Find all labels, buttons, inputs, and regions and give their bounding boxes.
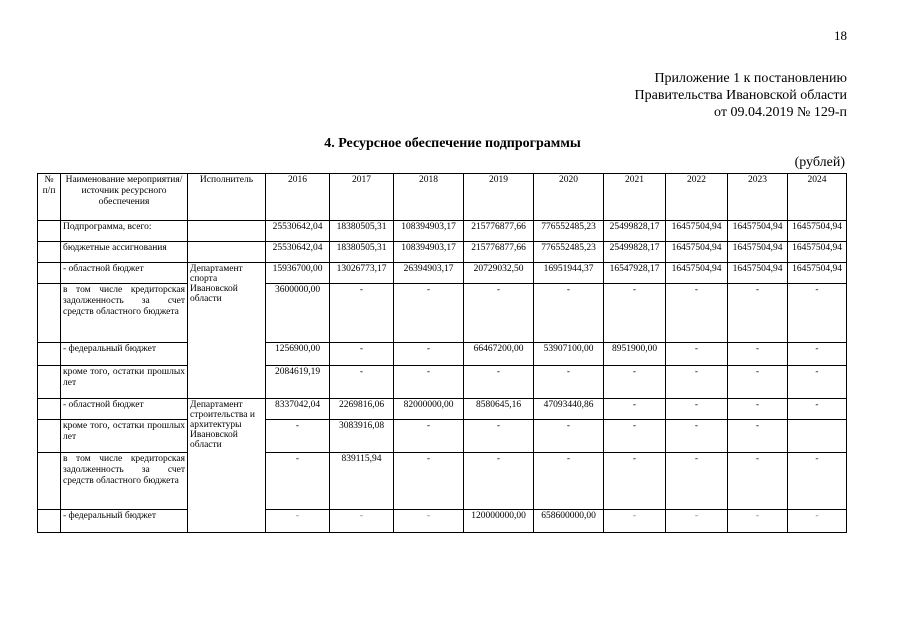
row-value: 8580645,16 (464, 399, 534, 420)
row-value: 25530642,04 (266, 221, 330, 242)
row-value: 839115,94 (330, 453, 394, 510)
row-name: бюджетные ассигнования (61, 242, 188, 263)
header-year: 2024 (788, 174, 847, 221)
row-name: - федеральный бюджет (61, 343, 188, 366)
row-value: - (394, 420, 464, 453)
row-value: - (394, 366, 464, 399)
row-value: - (728, 399, 788, 420)
row-name: Подпрограмма, всего: (61, 221, 188, 242)
row-num (38, 510, 61, 533)
row-num (38, 343, 61, 366)
row-num (38, 221, 61, 242)
row-value: - (266, 453, 330, 510)
row-value: - (666, 284, 728, 343)
row-value: 16547928,17 (604, 263, 666, 284)
table-row (38, 510, 847, 533)
row-value: - (464, 420, 534, 453)
row-value: 66467200,00 (464, 343, 534, 366)
header-year: 2018 (394, 174, 464, 221)
row-value: - (266, 510, 330, 533)
table-row (38, 221, 847, 242)
row-value: 108394903,17 (394, 221, 464, 242)
row-value: 15936700,00 (266, 263, 330, 284)
row-value: 18380505,31 (330, 221, 394, 242)
row-value: - (788, 510, 847, 533)
row-value: 16457504,94 (728, 263, 788, 284)
row-value: 658600000,00 (534, 510, 604, 533)
appendix-line-1: Приложение 1 к постановлению (654, 71, 847, 86)
row-value: 776552485,23 (534, 242, 604, 263)
appendix-line-3: от 09.04.2019 № 129-п (714, 105, 847, 120)
row-value: - (666, 366, 728, 399)
row-value (788, 420, 847, 453)
header-year: 2016 (266, 174, 330, 221)
row-value: 25530642,04 (266, 242, 330, 263)
table-row (38, 453, 847, 510)
resource-table (37, 173, 847, 533)
row-value: - (604, 399, 666, 420)
row-num (38, 453, 61, 510)
table-row (38, 242, 847, 263)
table-row (38, 399, 847, 420)
row-executor (188, 242, 266, 263)
row-value: 47093440,86 (534, 399, 604, 420)
row-value: 215776877,66 (464, 242, 534, 263)
row-value: - (666, 453, 728, 510)
page-number: 18 (834, 28, 847, 43)
row-value: 2269816,06 (330, 399, 394, 420)
row-value: 20729032,50 (464, 263, 534, 284)
row-value: - (394, 453, 464, 510)
row-name: кроме того, остатки прошлых лет (61, 366, 188, 399)
row-num (38, 263, 61, 284)
row-value: - (464, 366, 534, 399)
row-value: - (788, 284, 847, 343)
row-value: 1256900,00 (266, 343, 330, 366)
row-value: 53907100,00 (534, 343, 604, 366)
row-value: 16457504,94 (788, 242, 847, 263)
row-value: - (728, 453, 788, 510)
row-num (38, 399, 61, 420)
row-value: - (534, 366, 604, 399)
row-value: - (330, 510, 394, 533)
row-name: в том числе кредиторская задолженность за счет средств областного бюджета (61, 453, 188, 510)
row-value: - (666, 399, 728, 420)
table-row (38, 263, 847, 284)
row-value: - (788, 453, 847, 510)
row-name: кроме того, остатки прошлых лет (61, 420, 188, 453)
row-value: - (604, 284, 666, 343)
row-value: - (464, 453, 534, 510)
row-name: - областной бюджет (61, 399, 188, 420)
header-year: 2017 (330, 174, 394, 221)
row-num (38, 366, 61, 399)
row-value: 26394903,17 (394, 263, 464, 284)
row-value: - (330, 284, 394, 343)
row-value: - (330, 343, 394, 366)
row-value: - (394, 510, 464, 533)
row-value: - (728, 284, 788, 343)
row-value: - (666, 510, 728, 533)
header-num: № п/п (38, 174, 61, 221)
row-value: 3600000,00 (266, 284, 330, 343)
row-value: - (266, 420, 330, 453)
row-value: - (788, 366, 847, 399)
row-value: 16457504,94 (666, 242, 728, 263)
executor-construction: Департамент строительства и архитектуры Ивановской области (188, 399, 266, 533)
row-value: - (788, 343, 847, 366)
row-name: - федеральный бюджет (61, 510, 188, 533)
row-value: 16457504,94 (788, 263, 847, 284)
row-value: 25499828,17 (604, 221, 666, 242)
row-value: - (394, 284, 464, 343)
row-value: - (666, 343, 728, 366)
row-value: 120000000,00 (464, 510, 534, 533)
row-value: - (666, 420, 728, 453)
appendix-block (635, 70, 847, 121)
row-value: - (604, 420, 666, 453)
table-header-row (38, 174, 847, 221)
row-value: 16457504,94 (728, 242, 788, 263)
table-row (38, 343, 847, 366)
appendix-line-2: Правительства Ивановской области (634, 88, 847, 103)
header-year: 2022 (666, 174, 728, 221)
row-value: - (534, 420, 604, 453)
row-executor (188, 221, 266, 242)
row-name: в том числе кредиторская задолженность за счет средств областного бюджета (61, 284, 188, 343)
row-value: 3083916,08 (330, 420, 394, 453)
row-value: - (464, 284, 534, 343)
row-value: - (728, 510, 788, 533)
row-value: 776552485,23 (534, 221, 604, 242)
row-value: - (788, 399, 847, 420)
header-executor: Исполнитель (188, 174, 266, 221)
header-year: 2021 (604, 174, 666, 221)
row-value: 2084619,19 (266, 366, 330, 399)
row-value: - (728, 343, 788, 366)
row-value: 16951944,37 (534, 263, 604, 284)
row-value: - (330, 366, 394, 399)
header-year: 2023 (728, 174, 788, 221)
row-value: 8337042,04 (266, 399, 330, 420)
row-value: 18380505,31 (330, 242, 394, 263)
row-value: - (604, 453, 666, 510)
row-value: - (534, 284, 604, 343)
row-num (38, 420, 61, 453)
row-value: 13026773,17 (330, 263, 394, 284)
header-year: 2019 (464, 174, 534, 221)
section-title: 4. Ресурсное обеспечение подпрограммы (324, 136, 581, 151)
row-value: 82000000,00 (394, 399, 464, 420)
row-num (38, 242, 61, 263)
row-value: - (728, 366, 788, 399)
row-value: 16457504,94 (728, 221, 788, 242)
header-name: Наименование мероприятия/источник ресурсного обеспечения (61, 174, 188, 221)
table-row (38, 284, 847, 343)
header-year: 2020 (534, 174, 604, 221)
row-value: 8951900,00 (604, 343, 666, 366)
row-value: - (394, 343, 464, 366)
unit-label: (рублей) (794, 155, 845, 170)
row-num (38, 284, 61, 343)
table-row (38, 420, 847, 453)
row-value: - (604, 510, 666, 533)
row-value: 215776877,66 (464, 221, 534, 242)
executor-sport: Департамент спорта Ивановской области (188, 263, 266, 399)
row-value: 16457504,94 (666, 263, 728, 284)
row-value: - (728, 420, 788, 453)
row-value: 108394903,17 (394, 242, 464, 263)
row-value: - (604, 366, 666, 399)
table-row (38, 366, 847, 399)
row-name: - областной бюджет (61, 263, 188, 284)
row-value: 16457504,94 (666, 221, 728, 242)
row-value: 16457504,94 (788, 221, 847, 242)
row-value: - (534, 453, 604, 510)
row-value: 25499828,17 (604, 242, 666, 263)
